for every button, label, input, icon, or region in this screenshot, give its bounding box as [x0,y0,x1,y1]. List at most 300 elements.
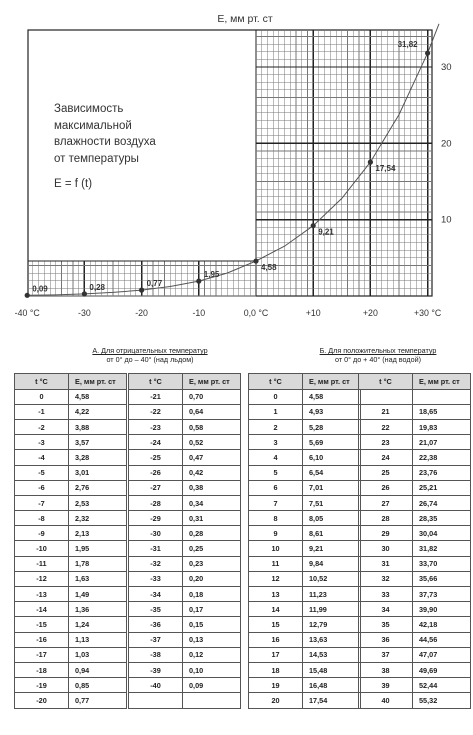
cell-temperature: 9 [249,526,303,541]
cell-pressure: 8,05 [303,511,361,526]
cell-temperature: -33 [129,571,183,586]
table-row [129,404,241,419]
cell-pressure: 25,21 [413,480,471,495]
cell-pressure: 3,28 [69,450,127,465]
table-row [15,526,127,541]
y-tick-labels [441,62,452,226]
cell-temperature: 20 [249,693,303,708]
annotation-line: влажности воздуха [54,136,156,148]
cell-pressure: 0,09 [183,678,241,693]
table-row [129,571,241,586]
cell-pressure: 1,63 [69,571,127,586]
cell-pressure: 0,58 [183,419,241,434]
cell-pressure: 1,24 [69,617,127,632]
cell-temperature: -21 [129,389,183,404]
cell-pressure: 5,69 [303,435,361,450]
table-row [249,465,361,480]
cell-temperature: 26 [359,480,413,495]
cell-temperature: 0 [249,389,303,404]
cell-temperature: -6 [15,480,69,495]
table-row [359,465,471,480]
cell-pressure: 26,74 [413,495,471,510]
point-labels [32,40,418,293]
table-a-subheading: от 0° до – 40° (над льдом) [106,355,194,364]
cell-temperature: -22 [129,404,183,419]
cell-pressure: 1,13 [69,632,127,647]
cell-pressure: 15,48 [303,662,361,677]
table-row [15,556,127,571]
data-label: 9,21 [318,227,334,237]
table-row [15,632,127,647]
cell-temperature: 27 [359,495,413,510]
table-a-part2 [128,373,241,709]
annotation-line: от температуры [54,153,139,165]
table-row [359,617,471,632]
cell-temperature: -31 [129,541,183,556]
cell-temperature: -3 [15,435,69,450]
cell-pressure: 6,54 [303,465,361,480]
cell-temperature: 19 [249,678,303,693]
cell-temperature: -7 [15,495,69,510]
cell-pressure: 0,47 [183,450,241,465]
table-row [129,556,241,571]
table-row [129,480,241,495]
cell-temperature: 0 [15,389,69,404]
table-row [359,556,471,571]
x-tick-label: -40 °C [14,308,40,318]
cell-pressure: 2,13 [69,526,127,541]
cell-temperature [359,389,413,404]
data-point [196,279,201,284]
table-row [15,450,127,465]
x-tick-label: -20 [135,308,148,318]
table-row [359,662,471,677]
cell-pressure: 21,07 [413,435,471,450]
cell-temperature: -29 [129,511,183,526]
cell-pressure: 0,17 [183,602,241,617]
header-pressure: E, мм рт. ст [303,374,361,390]
cell-pressure: 0,28 [183,526,241,541]
cell-temperature: -39 [129,662,183,677]
cell-temperature: 11 [249,556,303,571]
cell-pressure: 17,54 [303,693,361,708]
cell-temperature: -27 [129,480,183,495]
cell-pressure: 6,10 [303,450,361,465]
cell-temperature: -30 [129,526,183,541]
table-row [249,632,361,647]
table-row [249,617,361,632]
data-label: 0,77 [146,279,163,289]
table-row [359,678,471,693]
table-row [129,465,241,480]
x-tick-labels [15,308,442,318]
cell-temperature: -14 [15,602,69,617]
cell-temperature: 5 [249,465,303,480]
table-row [359,495,471,510]
table-row [15,571,127,586]
cell-temperature: 35 [359,617,413,632]
cell-temperature: 14 [249,602,303,617]
table-row [15,480,127,495]
table-row [15,617,127,632]
table-row [359,571,471,586]
cell-pressure: 0,31 [183,511,241,526]
cell-pressure: 13,63 [303,632,361,647]
header-temperature: t °C [359,374,413,390]
cell-pressure: 49,69 [413,662,471,677]
table-row [249,495,361,510]
cell-pressure: 42,18 [413,617,471,632]
cell-pressure: 0,20 [183,571,241,586]
table-row [359,647,471,662]
table-row [249,587,361,602]
cell-temperature: 28 [359,511,413,526]
data-point [425,51,430,56]
table-row [249,435,361,450]
data-label: 4,58 [261,263,277,273]
table-a-part1 [14,373,127,709]
cell-temperature: 22 [359,419,413,434]
cell-temperature: 25 [359,465,413,480]
table-row [249,556,361,571]
table-row [249,571,361,586]
x-tick-label: -30 [78,308,91,318]
table-row [15,587,127,602]
table-row [359,541,471,556]
cell-pressure: 28,35 [413,511,471,526]
cell-pressure: 0,77 [69,693,127,708]
cell-temperature: 7 [249,495,303,510]
cell-pressure: 22,38 [413,450,471,465]
header-pressure: E, мм рт. ст [413,374,471,390]
cell-pressure: 52,44 [413,678,471,693]
cell-temperature: 17 [249,647,303,662]
cell-temperature: 4 [249,450,303,465]
table-header-row [359,374,471,390]
cell-pressure: 12,79 [303,617,361,632]
cell-temperature: 16 [249,632,303,647]
table-row [129,647,241,662]
table-row [359,587,471,602]
cell-temperature: 38 [359,662,413,677]
table-row [129,693,241,708]
cell-pressure: 31,82 [413,541,471,556]
header-pressure: E, мм рт. ст [69,374,127,390]
cell-temperature: -10 [15,541,69,556]
data-point [82,291,87,296]
cell-temperature: -8 [15,511,69,526]
cell-pressure: 0,10 [183,662,241,677]
cell-pressure: 11,23 [303,587,361,602]
table-row [359,693,471,708]
cell-temperature: 32 [359,571,413,586]
cell-pressure: 3,88 [69,419,127,434]
data-point [25,293,30,298]
humidity-chart [0,0,473,332]
cell-temperature: -32 [129,556,183,571]
cell-temperature: 29 [359,526,413,541]
cell-temperature: 21 [359,404,413,419]
cell-temperature: 15 [249,617,303,632]
table-row [15,647,127,662]
cell-pressure: 4,58 [69,389,127,404]
table-row [15,662,127,677]
table-row [249,419,361,434]
cell-pressure: 44,56 [413,632,471,647]
table-row [249,389,361,404]
cell-temperature: -23 [129,419,183,434]
cell-pressure: 4,93 [303,404,361,419]
table-row [249,647,361,662]
table-row [129,526,241,541]
table-row [129,495,241,510]
table-row [129,587,241,602]
table-row [359,602,471,617]
cell-pressure: 0,42 [183,465,241,480]
cell-pressure: 33,70 [413,556,471,571]
table-row [249,450,361,465]
cell-pressure: 1,95 [69,541,127,556]
table-a-heading: А. Для отрицательных температур [92,346,208,355]
cell-pressure: 0,15 [183,617,241,632]
cell-pressure: 4,58 [303,389,361,404]
cell-pressure: 7,51 [303,495,361,510]
cell-temperature: -24 [129,435,183,450]
table-row [249,602,361,617]
table-row [129,419,241,434]
cell-pressure: 0,85 [69,678,127,693]
table-row [15,465,127,480]
cell-temperature: -38 [129,647,183,662]
table-row [15,419,127,434]
cell-pressure: 9,21 [303,541,361,556]
table-row [359,404,471,419]
x-tick-label: +20 [362,308,378,318]
table-row [15,435,127,450]
cell-temperature: 33 [359,587,413,602]
table-b-title [288,346,468,364]
x-tick-label: +10 [305,308,321,318]
x-tick-label: +30 °C [413,308,442,318]
table-row [359,526,471,541]
data-point [311,223,316,228]
cell-temperature: 18 [249,662,303,677]
cell-pressure: 55,32 [413,693,471,708]
cell-pressure [413,389,471,404]
table-row [129,389,241,404]
cell-pressure: 0,13 [183,632,241,647]
table-row [249,541,361,556]
table-row [15,693,127,708]
cell-temperature: 2 [249,419,303,434]
cell-temperature [129,693,183,708]
cell-pressure: 18,65 [413,404,471,419]
table-row [15,495,127,510]
cell-pressure: 1,03 [69,647,127,662]
cell-temperature: -1 [15,404,69,419]
cell-temperature: 23 [359,435,413,450]
cell-pressure: 0,12 [183,647,241,662]
table-row [359,419,471,434]
cell-pressure: 0,94 [69,662,127,677]
data-point [368,160,373,165]
cell-pressure: 47,07 [413,647,471,662]
cell-temperature: -35 [129,602,183,617]
table-row [129,511,241,526]
table-header-row [129,374,241,390]
chart-annotation [54,103,156,190]
data-label: 0,09 [32,284,48,294]
table-row [129,602,241,617]
x-tick-label: -10 [192,308,206,318]
cell-pressure: 1,78 [69,556,127,571]
cell-temperature: 34 [359,602,413,617]
cell-pressure: 35,66 [413,571,471,586]
table-row [15,404,127,419]
cell-pressure: 0,70 [183,389,241,404]
table-row [359,450,471,465]
data-point [253,258,258,263]
annotation-line: Зависимость [54,103,124,115]
cell-pressure: 0,52 [183,435,241,450]
table-row [249,404,361,419]
table-row [249,662,361,677]
table-row [15,678,127,693]
table-row [249,511,361,526]
data-label: 1,95 [203,270,220,280]
cell-pressure: 7,01 [303,480,361,495]
table-row [129,450,241,465]
cell-temperature: 39 [359,678,413,693]
table-b-heading: Б. Для положительных температур [319,346,437,355]
cell-temperature: -36 [129,617,183,632]
y-tick-label: 20 [441,138,452,150]
table-row [249,480,361,495]
table-row [359,435,471,450]
cell-pressure: 0,18 [183,587,241,602]
table-row [249,526,361,541]
table-row [15,389,127,404]
x-tick-label: 0,0 °C [243,308,269,318]
cell-temperature: -28 [129,495,183,510]
cell-temperature: -20 [15,693,69,708]
cell-pressure: 37,73 [413,587,471,602]
table-row [359,389,471,404]
cell-temperature: 40 [359,693,413,708]
cell-pressure: 4,22 [69,404,127,419]
cell-temperature: -34 [129,587,183,602]
cell-temperature: -11 [15,556,69,571]
table-row [15,511,127,526]
cell-temperature: -2 [15,419,69,434]
table-b-part1 [248,373,361,709]
cell-temperature: -37 [129,632,183,647]
header-temperature: t °C [129,374,183,390]
data-label: 17,54 [375,164,396,174]
cell-temperature: -19 [15,678,69,693]
cell-pressure: 0,64 [183,404,241,419]
cell-temperature: 8 [249,511,303,526]
cell-temperature: -17 [15,647,69,662]
cell-pressure: 1,49 [69,587,127,602]
cell-temperature: 37 [359,647,413,662]
table-row [15,602,127,617]
table-row [249,678,361,693]
header-temperature: t °C [249,374,303,390]
cell-temperature: 31 [359,556,413,571]
cell-pressure: 2,32 [69,511,127,526]
table-row [129,678,241,693]
cell-temperature: 24 [359,450,413,465]
header-temperature: t °C [15,374,69,390]
cell-pressure: 2,53 [69,495,127,510]
data-label: 31,82 [397,40,418,50]
cell-temperature: 13 [249,587,303,602]
table-b-subheading: от 0° до + 40° (над водой) [335,355,421,364]
cell-pressure: 3,57 [69,435,127,450]
cell-pressure: 8,61 [303,526,361,541]
cell-temperature: 10 [249,541,303,556]
cell-temperature: -5 [15,465,69,480]
cell-pressure: 1,36 [69,602,127,617]
cell-pressure: 23,76 [413,465,471,480]
cell-pressure: 16,48 [303,678,361,693]
cell-temperature: -4 [15,450,69,465]
cell-pressure: 10,52 [303,571,361,586]
table-row [129,541,241,556]
table-row [359,632,471,647]
y-tick-label: 10 [441,214,452,226]
cell-pressure [183,693,241,708]
cell-temperature: -9 [15,526,69,541]
table-row [129,632,241,647]
table-a-title [60,346,240,364]
cell-pressure: 9,84 [303,556,361,571]
cell-temperature: 1 [249,404,303,419]
cell-pressure: 14,53 [303,647,361,662]
table-header-row [249,374,361,390]
y-axis-label: E, мм рт. ст [217,13,273,25]
table-row [129,662,241,677]
cell-pressure: 0,34 [183,495,241,510]
cell-temperature: -26 [129,465,183,480]
cell-temperature: -16 [15,632,69,647]
data-point [139,288,144,293]
table-row [359,511,471,526]
cell-pressure: 0,23 [183,556,241,571]
cell-temperature: 6 [249,480,303,495]
y-tick-label: 30 [441,62,452,73]
cell-pressure: 3,01 [69,465,127,480]
cell-temperature: 3 [249,435,303,450]
cell-temperature: -15 [15,617,69,632]
annotation-line: максимальной [54,120,132,132]
table-row [129,617,241,632]
table-row [249,693,361,708]
table-b-part2 [358,373,471,709]
cell-pressure: 19,83 [413,419,471,434]
table-row [359,480,471,495]
cell-pressure: 5,28 [303,419,361,434]
cell-pressure: 0,25 [183,541,241,556]
table-row [15,541,127,556]
cell-temperature: -12 [15,571,69,586]
header-pressure: E, мм рт. ст [183,374,241,390]
data-label: 0,28 [89,282,105,292]
cell-temperature: -40 [129,678,183,693]
cell-temperature: 12 [249,571,303,586]
cell-temperature: -13 [15,587,69,602]
